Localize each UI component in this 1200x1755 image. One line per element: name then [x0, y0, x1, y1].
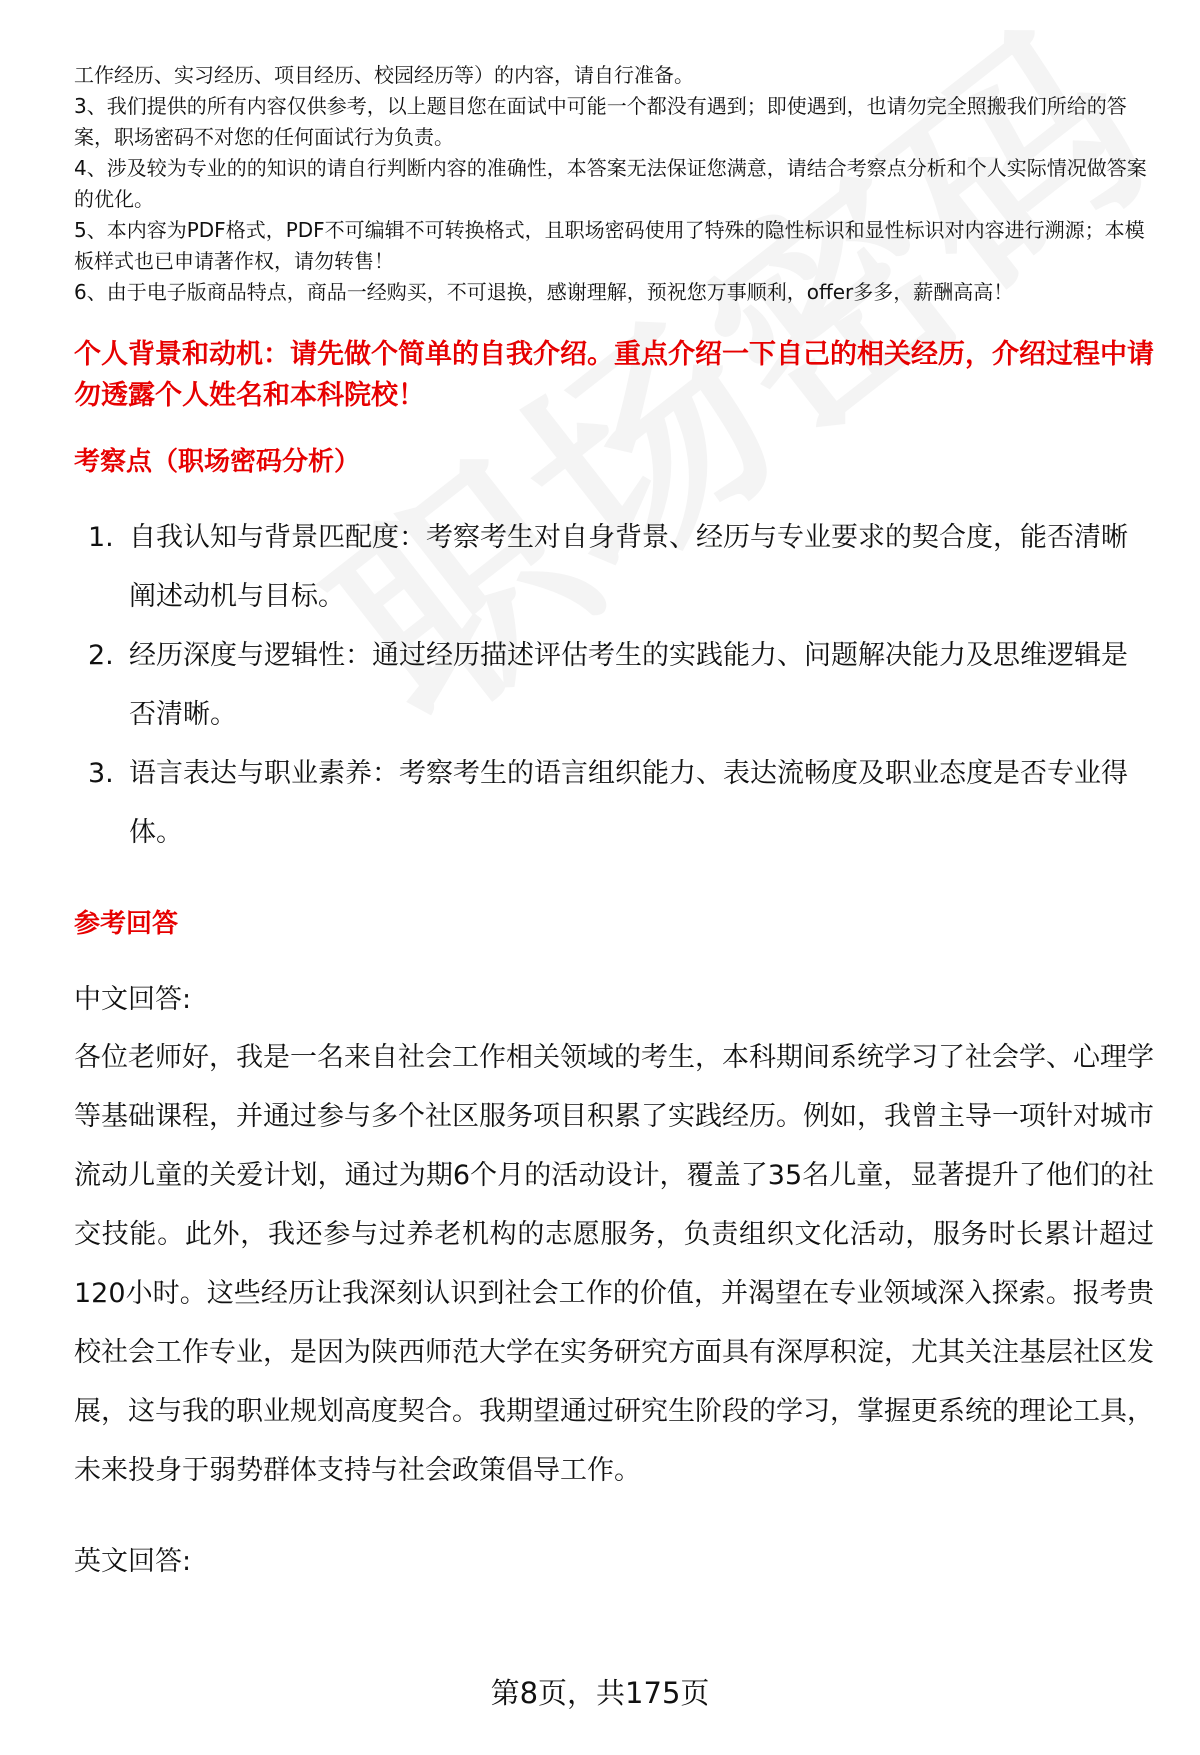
notice-line: 3、我们提供的所有内容仅供参考，以上题目您在面试中可能一个都没有遇到；即使遇到，也请勿完全照搬我们所给的答案，职场密码不对您的任何面试行为负责。 — [74, 94, 1127, 149]
analysis-item-number: 1. — [88, 522, 114, 553]
analysis-item-text: 语言表达与职业素养：考察考生的语言组织能力、表达流畅度及职业态度是否专业得体。 — [129, 758, 1128, 848]
analysis-item — [74, 626, 1154, 744]
answer-title: 参考回答 — [74, 909, 179, 939]
notice-list — [74, 60, 1154, 308]
analysis-title: 考察点（职场密码分析） — [74, 447, 361, 477]
notice-line: 6、由于电子版商品特点，商品一经购买，不可退换，感谢理解，预祝您万事顺利，offer多多，薪酬高高！ — [74, 280, 1014, 304]
question-title: 个人背景和动机：请先做个简单的自我介绍。重点介绍一下自己的相关经历，介绍过程中请勿透露个人姓名和本科院校！ — [74, 339, 1154, 411]
analysis-item-text: 经历深度与逻辑性：通过经历描述评估考生的实践能力、问题解决能力及思维逻辑是否清晰。 — [129, 640, 1128, 730]
chinese-answer-label: 中文回答: — [74, 984, 192, 1015]
page-footer: 第8页，共175页 — [490, 1676, 710, 1710]
analysis-item-text: 自我认知与背景匹配度：考察考生对自身背景、经历与专业要求的契合度，能否清晰阐述动机与目标。 — [129, 522, 1128, 612]
english-answer-label: 英文回答: — [74, 1546, 192, 1577]
document-page — [74, 60, 1154, 1584]
notice-line: 5、本内容为PDF格式，PDF不可编辑不可转换格式，且职场密码使用了特殊的隐性标识和显性标识对内容进行溯源；本模板样式也已申请著作权，请勿转售！ — [74, 218, 1145, 273]
analysis-item — [74, 508, 1154, 626]
notice-line: 4、涉及较为专业的的知识的请自行判断内容的准确性，本答案无法保证您满意，请结合考察点分析和个人实际情况做答案的优化。 — [74, 156, 1147, 211]
analysis-item-number: 3. — [88, 758, 114, 789]
analysis-item-number: 2. — [88, 640, 114, 671]
analysis-item — [74, 744, 1154, 862]
chinese-answer-text: 各位老师好，我是一名来自社会工作相关领域的考生，本科期间系统学习了社会学、心理学等基础课程，并通过参与多个社区服务项目积累了实践经历。例如，我曾主导一项针对城市流动儿童的关爱计划，通过为期6个月的活动设计，覆盖了35名儿童，显著提升了他们的社交技能。此外，我还参与过养老机构的志愿服务，负责组织文化活动，服务时长累计超过120小时。这些经历让我深刻认识到社会工作的价值，并渴望在专业领域深入探索。报考贵校社会工作专业，是因为陕西师范大学在实务研究方面具有深厚积淀，尤其关注基层社区发展，这与我的职业规划高度契合。我期望通过研究生阶段的学习，掌握更系统的理论工具，未来投身于弱势群体支持与社会政策倡导工作。 — [74, 1042, 1154, 1486]
analysis-list — [74, 508, 1154, 862]
notice-line: 工作经历、实习经历、项目经历、校园经历等）的内容，请自行准备。 — [74, 63, 694, 87]
